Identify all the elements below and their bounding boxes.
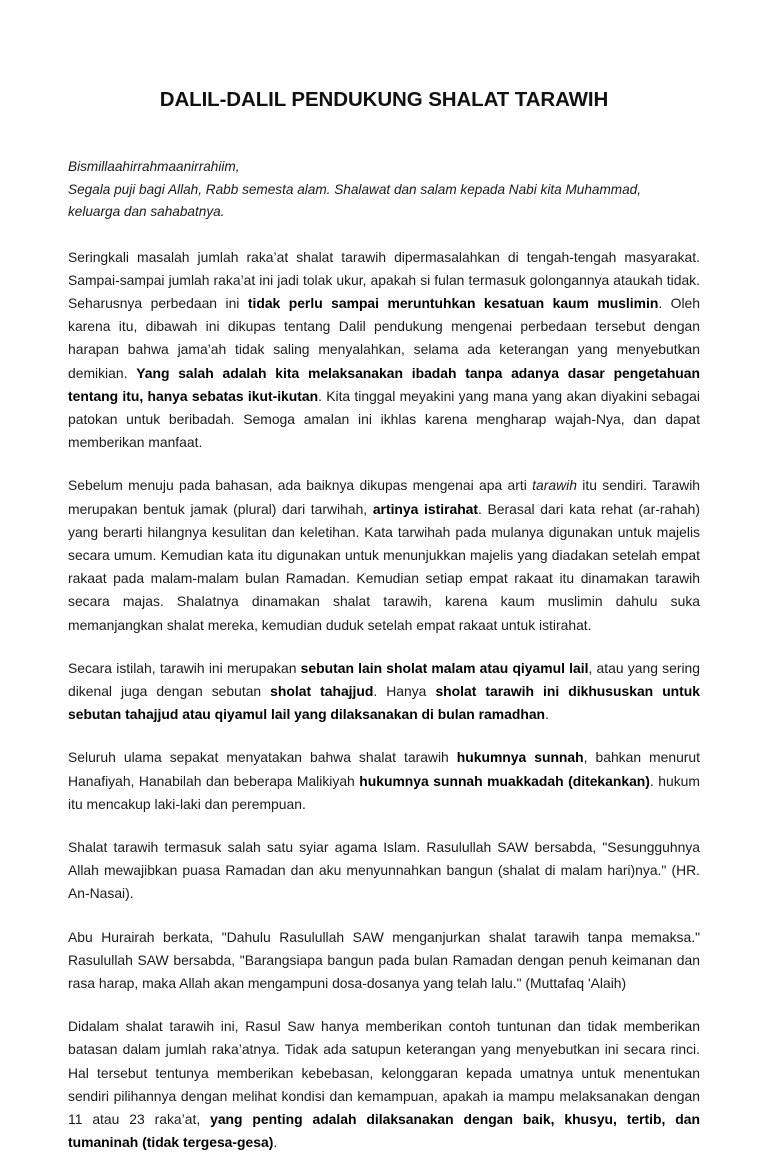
p3-bold-2: sholat tahajjud bbox=[270, 682, 374, 699]
p1-text-3: . Kita tinggal meyakini yang mana yang akan diyakini sebagai patokan untuk beribadah. Semoga amalan ini ikhlas karena mengharap wajah-Nya, dan dapat memberikan manfaat. bbox=[68, 387, 700, 451]
paragraph-1 bbox=[68, 224, 700, 455]
p4-bold-2: hukumnya sunnah muakkadah (ditekankan) bbox=[359, 772, 650, 789]
paragraph-7 bbox=[68, 995, 700, 1154]
p5-text-1: Shalat tarawih termasuk salah satu syiar agama Islam. Rasulullah SAW bersabda, "Sesungguhnya Allah mewajibkan puasa Ramadan dan aku menyunnahkan bangun (shalat di malam hari)nya." (HR. An-Nasai). bbox=[68, 838, 700, 902]
paragraph-5 bbox=[68, 816, 700, 906]
intro-line-3: keluarga dan sahabatnya. bbox=[68, 204, 225, 219]
p6-text-1: Abu Hurairah berkata, "Dahulu Rasulullah SAW menganjurkan shalat tarawih tanpa memaksa." Rasulullah SAW bersabda, "Barangsiapa bangun pada bulan Ramadan dengan penuh keimanan dan rasa harap, maka Allah akan mengampuni dosa-dosanya yang telah lalu." (Muttafaq 'Alaih) bbox=[68, 928, 700, 991]
p3-bold-3: sholat tarawih ini dikhususkan untuk sebutan tahajjud atau qiyamul lail yang dilaksanakan di bulan ramadhan bbox=[68, 682, 700, 723]
intro-line-1: Bismillaahirrahmaanirrahiim, bbox=[68, 159, 240, 174]
paragraph-4 bbox=[68, 726, 700, 816]
p2-text-2: itu sendiri. Tarawih merupakan bentuk jamak (plural) dari tarwihah, bbox=[68, 477, 701, 517]
p4-text-3: . hukum itu mencakup laki-laki dan perempuan. bbox=[68, 772, 700, 812]
p3-text-3: . Hanya bbox=[373, 682, 436, 699]
paragraph-3 bbox=[68, 637, 700, 727]
intro-basmalah-block bbox=[68, 112, 700, 224]
p3-text-1: Secara istilah, tarawih ini merupakan bbox=[68, 659, 301, 676]
p3-bold-1: sebutan lain sholat malam atau qiyamul lail bbox=[300, 659, 589, 676]
intro-line-2: Segala puji bagi Allah, Rabb semesta alam. Shalawat dan salam kepada Nabi kita Muhammad, bbox=[68, 181, 642, 197]
p4-text-1: Seluruh ulama sepakat menyatakan bahwa shalat tarawih bbox=[68, 749, 457, 766]
p1-text-2: . Oleh karena itu, dibawah ini dikupas tentang Dalil pendukung mengenai perbedaan tersebut dengan harapan bahwa jama’ah tidak saling menyalahkan, selama ada keterangan yang menyebutkan demikian. bbox=[68, 294, 700, 381]
p3-text-2: , atau yang sering dikenal juga dengan sebutan bbox=[68, 659, 700, 699]
p7-text-1: Didalam shalat tarawih ini, Rasul Saw hanya memberikan contoh tuntunan dan tidak memberikan batasan dalam jumlah raka’atnya. Tidak ada satupun keterangan yang menyebutkan ini secara rinci. Hal tersebut tentunya memberikan kebebasan, kelonggaran kepada umatnya untuk menentukan sendiri pilihannya dengan melihat kondisi dan kemampuan, apakah ia mampu melaksanakan dengan 11 atau 23 raka’at, bbox=[68, 1018, 700, 1127]
page-title: DALIL-DALIL PENDUKUNG SHALAT TARAWIH bbox=[159, 88, 609, 111]
p7-bold-1: yang penting adalah dilaksanakan dengan baik, khusyu, tertib, dan tumaninah (tidak tergesa-gesa) bbox=[68, 1111, 700, 1151]
p1-bold-1: tidak perlu sampai meruntuhkan kesatuan kaum muslimin bbox=[247, 294, 659, 311]
paragraph-2 bbox=[68, 454, 700, 636]
p3-text-4: . bbox=[545, 706, 549, 723]
paragraph-6 bbox=[68, 906, 700, 996]
p1-text-1: Seringkali masalah jumlah raka’at shalat tarawih dipermasalahkan di tengah-tengah masyarakat. Sampai-sampai jumlah raka’at ini jadi tolak ukur, apakah si fulan termasuk golongannya ataukah tidak. Seharusnya perbedaan ini bbox=[68, 248, 700, 311]
p7-text-2: . bbox=[273, 1134, 278, 1151]
p2-text-3: . Berasal dari kata rehat (ar-rahah) yang berarti hilangnya kesulitan dan keletihan. Kata tarwihah pada mulanya digunakan untuk majelis secara umum. Kemudian kata itu digunakan untuk menunjukkan majelis yang diadakan setelah empat rakaat pada malam-malam bulan Ramadan. Kemudian setiap empat rakaat itu dinamakan tarawih secara majas. Shalatnya dinamakan shalat tarawih, karena kaum muslimin dahulu suka memanjangkan shalat mereka, kemudian duduk setelah empat rakaat untuk istirahat. bbox=[68, 500, 701, 633]
p4-bold-1: hukumnya sunnah bbox=[456, 749, 584, 766]
p1-bold-2: Yang salah adalah kita melaksanakan ibadah tanpa adanya dasar pengetahuan tentang itu, hanya sebatas ikut-ikutan bbox=[68, 364, 701, 404]
p2-italic-1: tarawih bbox=[532, 477, 577, 494]
p2-text-1: Sebelum menuju pada bahasan, ada baiknya dikupas mengenai apa arti bbox=[68, 477, 533, 494]
p4-text-2: , bahkan menurut Hanafiyah, Hanabilah dan beberapa Malikiyah bbox=[68, 749, 701, 789]
p2-bold-1: artinya istirahat bbox=[372, 500, 479, 517]
